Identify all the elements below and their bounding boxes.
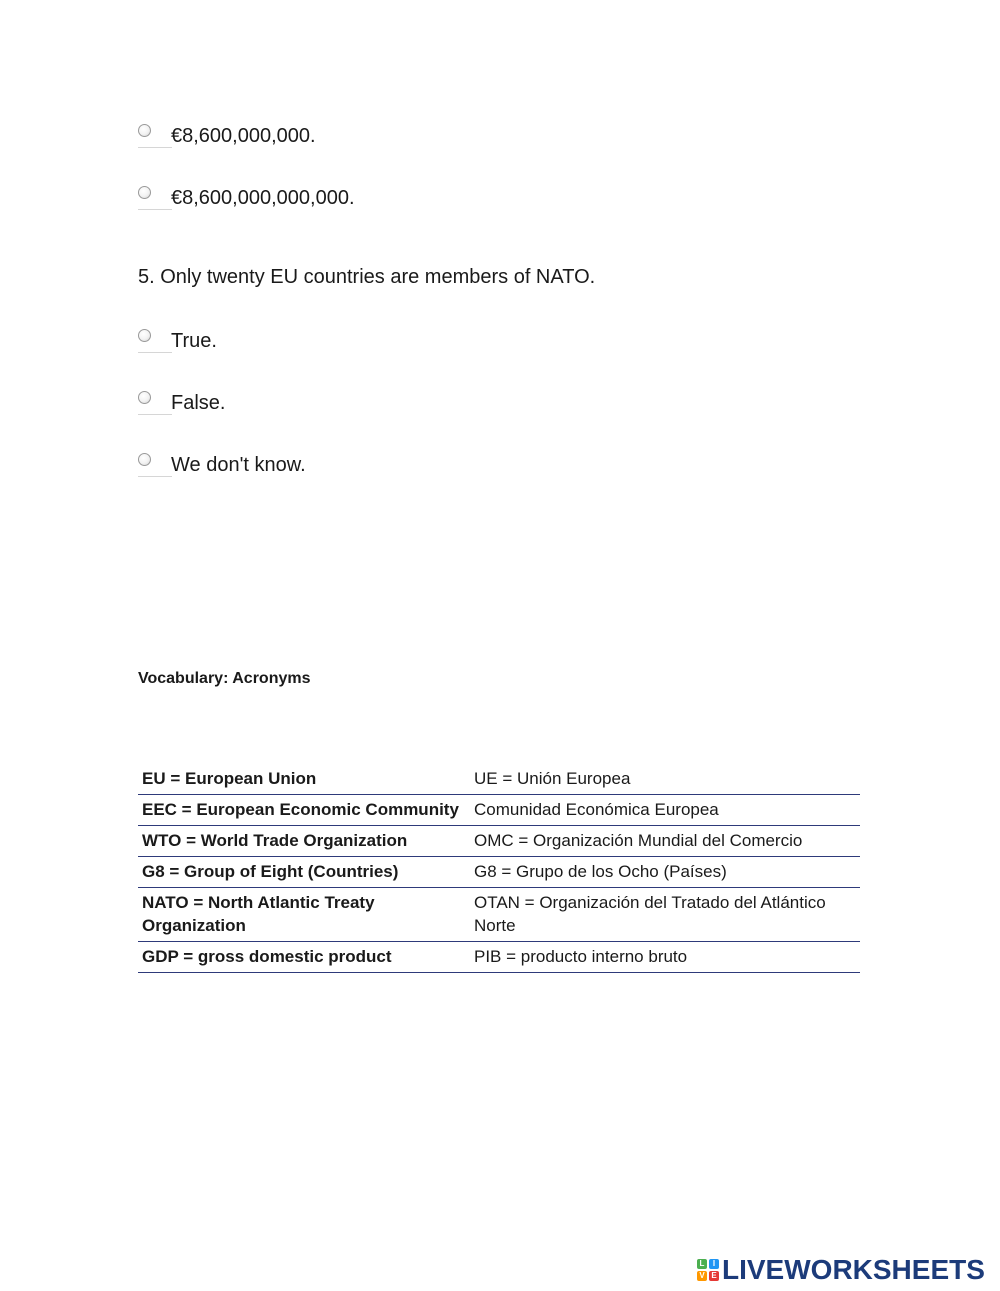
table-row [138,888,860,942]
logo-mark-letter: L [697,1259,707,1269]
acronym-spanish: UE = Unión Europea [474,769,631,788]
radio-button[interactable] [138,186,151,199]
logo-mark-icon [697,1259,719,1281]
liveworksheets-logo [697,1254,985,1286]
logo-mark-letter: V [697,1271,707,1281]
answer-option-false[interactable] [138,388,225,418]
acronym-spanish: G8 = Grupo de los Ocho (Países) [474,862,727,881]
logo-mark-letter: I [709,1259,719,1269]
acronym-spanish: PIB = producto interno bruto [474,947,688,966]
acronym-spanish: OTAN = Organización del Tratado del Atlántico Norte [474,893,826,935]
answer-option[interactable] [138,121,316,151]
acronym-english: GDP = gross domestic product [142,947,392,966]
radio-button[interactable] [138,453,151,466]
answer-option[interactable] [138,183,355,213]
acronym-english: EU = European Union [142,769,317,788]
table-row [138,826,860,857]
option-label: False. [171,391,226,414]
option-label: We don't know. [171,453,306,476]
acronym-english: NATO = North Atlantic Treaty Organization [142,893,375,935]
acronym-english: WTO = World Trade Organization [142,831,408,850]
option-label: €8,600,000,000,000. [171,186,355,209]
radio-button[interactable] [138,391,151,404]
vocabulary-table [138,764,860,973]
acronym-spanish: Comunidad Económica Europea [474,800,719,819]
acronym-english: G8 = Group of Eight (Countries) [142,862,399,881]
question-5-text: 5. Only twenty EU countries are members of NATO. [138,266,596,288]
acronym-english: EEC = European Economic Community [142,800,459,819]
radio-button[interactable] [138,329,151,342]
radio-button[interactable] [138,124,151,137]
answer-option-dont-know[interactable] [138,450,306,480]
logo-mark-letter: E [709,1271,719,1281]
table-row [138,942,860,973]
logo-text: LIVEWORKSHEETS [722,1254,985,1285]
vocabulary-title: Vocabulary: Acronyms [138,670,311,687]
answer-option-true[interactable] [138,326,217,356]
option-label: True. [171,329,217,352]
option-label: €8,600,000,000. [171,124,316,147]
table-row [138,764,860,795]
acronym-spanish: OMC = Organización Mundial del Comercio [474,831,803,850]
table-row [138,795,860,826]
table-row [138,857,860,888]
